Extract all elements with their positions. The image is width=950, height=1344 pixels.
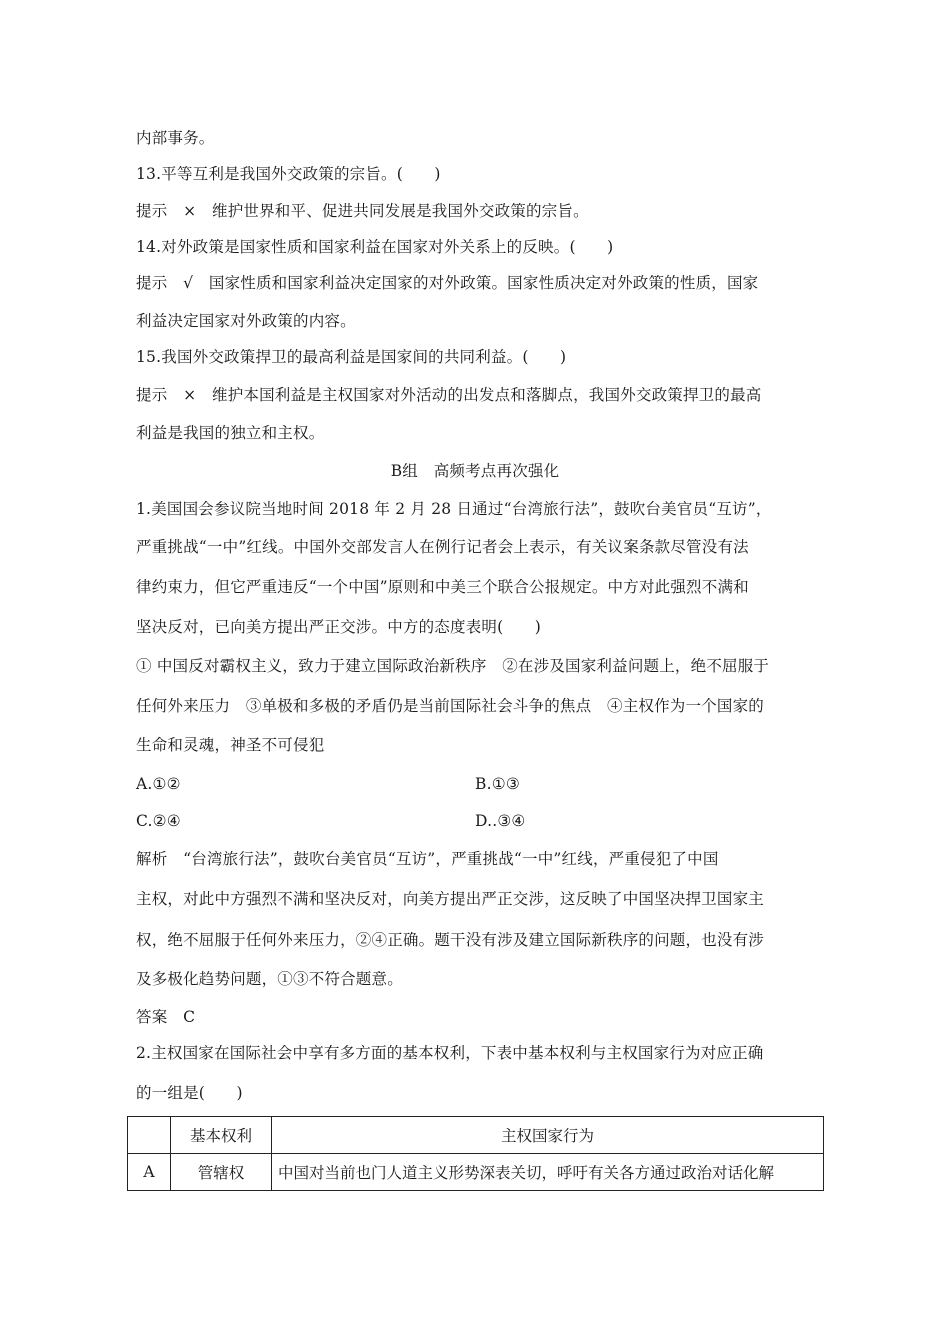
q1-option-d: D..③④ (475, 812, 526, 830)
hint-15-cont: 利益是我国的独立和主权。 (136, 424, 325, 442)
q1-option-b: B.①③ (475, 775, 520, 793)
q2-stem-line: 的一组是( ) (136, 1084, 243, 1102)
hint-15: 提示 × 维护本国利益是主权国家对外活动的出发点和落脚点，我国外交政策捍卫的最高 (136, 386, 762, 404)
q1-stem-line: 严重挑战“一中”红线。中国外交部发言人在例行记者会上表示，有关议案条款尽管没有法 (136, 538, 749, 556)
text-line: 内部事务。 (136, 129, 215, 147)
table-header-row (128, 1117, 824, 1154)
q1-stem-line: 律约束力，但它严重违反“一个中国”原则和中美三个联合公报规定。中方对此强烈不满和 (136, 578, 749, 596)
table-header-cell: 基本权利 (171, 1117, 272, 1154)
rights-table (127, 1116, 824, 1191)
q1-choice-line: 任何外来压力 ③单极和多极的矛盾仍是当前国际社会斗争的焦点 ④主权作为一个国家的 (136, 697, 765, 715)
hint-14-cont: 利益决定国家对外政策的内容。 (136, 312, 356, 330)
table-header-cell (128, 1117, 171, 1154)
q2-stem-line: 2.主权国家在国际社会中享有多方面的基本权利，下表中基本权利与主权国家行为对应正确 (136, 1044, 764, 1062)
q1-option-c: C.②④ (136, 812, 181, 830)
table-header-cell: 主权国家行为 (272, 1117, 824, 1154)
q1-analysis-line: 解析 “台湾旅行法”，鼓吹台美官员“互访”，严重挑战“一中”红线，严重侵犯了中国 (136, 850, 719, 868)
q1-option-a: A.①② (136, 775, 181, 793)
q1-analysis-line: 主权，对此中方强烈不满和坚决反对，向美方提出严正交涉，这反映了中国坚决捍卫国家主 (136, 890, 765, 908)
question-15: 15.我国外交政策捍卫的最高利益是国家间的共同利益。( ) (136, 348, 567, 366)
q1-answer: 答案 C (136, 1008, 196, 1026)
q1-choice-line: 生命和灵魂，神圣不可侵犯 (136, 736, 325, 754)
question-14: 14.对外政策是国家性质和国家利益在国家对外关系上的反映。( ) (136, 238, 614, 256)
table-cell: 管辖权 (171, 1154, 272, 1191)
table-cell: A (128, 1154, 171, 1191)
question-13: 13.平等互利是我国外交政策的宗旨。( ) (136, 165, 441, 183)
section-title: B组 高频考点再次强化 (390, 462, 560, 480)
q1-stem-line: 1.美国国会参议院当地时间 2018 年 2 月 28 日通过“台湾旅行法”，鼓吹台美官员“互访”， (136, 500, 772, 518)
q1-analysis-line: 及多极化趋势问题，①③不符合题意。 (136, 970, 403, 988)
q1-stem-line: 坚决反对，已向美方提出严正交涉。中方的态度表明( ) (136, 618, 541, 636)
hint-14: 提示 √ 国家性质和国家利益决定国家的对外政策。国家性质决定对外政策的性质，国家 (136, 274, 759, 292)
table-cell: 中国对当前也门人道主义形势深表关切，呼吁有关各方通过政治对话化解 (272, 1154, 824, 1191)
hint-13: 提示 × 维护世界和平、促进共同发展是我国外交政策的宗旨。 (136, 202, 589, 220)
q1-choice-line: ① 中国反对霸权主义，致力于建立国际政治新秩序 ②在涉及国家利益问题上，绝不屈服于 (136, 657, 770, 675)
table-row (128, 1154, 824, 1191)
q1-analysis-line: 权，绝不屈服于任何外来压力，②④正确。题干没有涉及建立国际新秩序的问题，也没有涉 (136, 931, 765, 949)
